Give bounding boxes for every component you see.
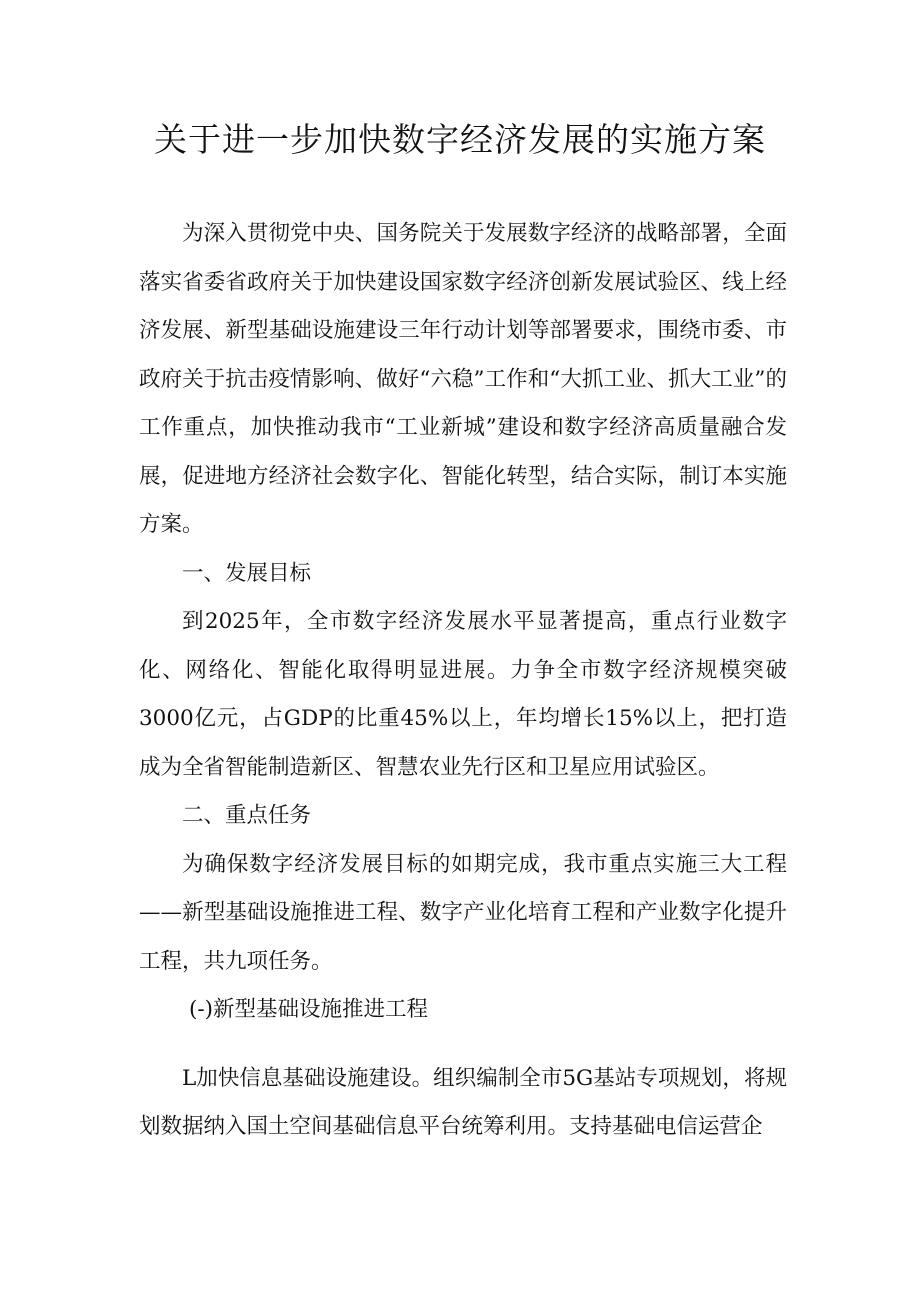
intro-paragraph: 为深入贯彻党中央、国务院关于发展数字经济的战略部署，全面落实省委省政府关于加快建设国家数字经济创新发展试验区、线上经济发展、新型基础设施建设三年行动计划等部署要求，围绕市委、市政府关于抗击疫情影响、做好“六稳”工作和“大抓工业、抓大工业”的工作重点，加快推动我市“工业新城”建设和数字经济高质量融合发展，促进地方经济社会数字化、智能化转型，结合实际，制订本实施方案。 [139, 221, 787, 537]
section-heading-goals: 一、发展目标 [182, 560, 312, 586]
document-body [139, 210, 787, 1152]
goals-paragraph: 到2025年，全市数字经济发展水平显著提高，重点行业数字化、网络化、智能化取得明显进展。力争全市数字经济规模突破3000亿元，占GDP的比重45%以上，年均增长15%以上，把打造成为全省智能制造新区、智慧农业先行区和卫星应用试验区。 [139, 609, 787, 780]
section-heading-tasks: 二、重点任务 [182, 803, 312, 828]
document-title: 关于进一步加快数字经济发展的实施方案 [154, 120, 766, 159]
tasks-paragraph: 为确保数字经济发展目标的如期完成，我市重点实施三大工程——新型基础设施推进工程、数字产业化培育工程和产业数字化提升工程，共九项任务。 [139, 851, 787, 974]
item-paragraph-1: L加快信息基础设施建设。组织编制全市5G基站专项规划，将规划数据纳入国土空间基础信息平台统筹利用。支持基础电信运营企 [139, 1065, 787, 1139]
subsection-heading-infrastructure: (-)新型基础设施推进工程 [189, 997, 429, 1022]
